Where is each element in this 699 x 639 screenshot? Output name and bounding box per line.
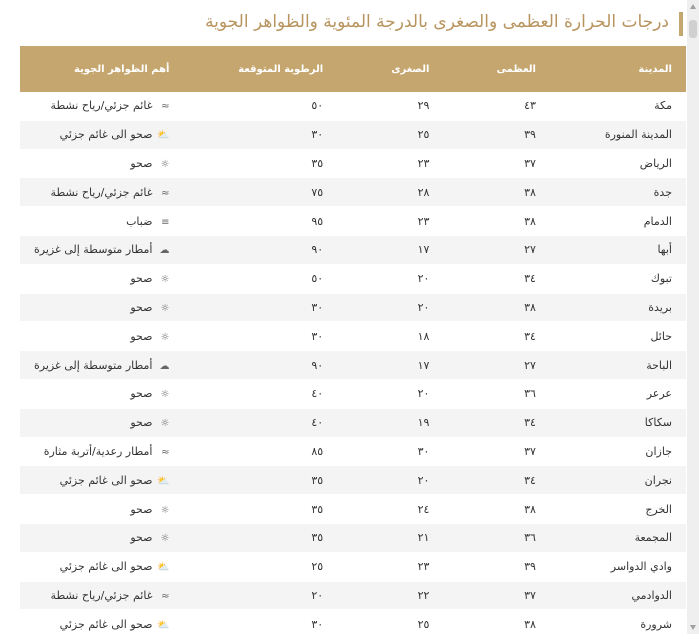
table-row — [20, 379, 686, 408]
cell-min: ٢٥ — [337, 120, 443, 149]
cell-city: نجران — [550, 466, 686, 495]
cell-max: ٣٦ — [443, 379, 550, 408]
cell-min: ٢٣ — [337, 149, 443, 178]
table-row — [20, 178, 686, 207]
cell-max: ٢٧ — [443, 351, 550, 380]
cell-max: ٣٩ — [443, 120, 550, 149]
table-row — [20, 437, 686, 466]
cell-city: جدة — [550, 178, 686, 207]
weather-text: صحو — [130, 416, 153, 430]
table-row — [20, 235, 686, 264]
title-accent-bar — [679, 12, 683, 36]
cell-city: شرورة — [550, 610, 686, 639]
cell-city: عرعر — [550, 379, 686, 408]
cell-city: بريدة — [550, 293, 686, 322]
weather-text: صحو الى غائم جزئي — [59, 560, 153, 574]
cell-max: ٢٧ — [443, 235, 550, 264]
cell-weather — [20, 495, 183, 524]
wind-icon: ≈ — [161, 590, 170, 602]
cell-weather — [20, 149, 183, 178]
table-row — [20, 264, 686, 293]
cell-max: ٤٣ — [443, 92, 550, 120]
table-body — [20, 92, 686, 639]
cell-city: جازان — [550, 437, 686, 466]
cell-humidity: ٣٥ — [183, 466, 337, 495]
cell-city: المدينة المنورة — [550, 120, 686, 149]
weather-text: صحو الى غائم جزئي — [59, 473, 153, 487]
scroll-down-icon[interactable] — [690, 625, 696, 630]
cell-humidity: ٥٠ — [183, 264, 337, 293]
table-row — [20, 92, 686, 120]
cell-weather — [20, 408, 183, 437]
table-row — [20, 523, 686, 552]
cell-humidity: ٩٥ — [183, 207, 337, 236]
cell-min: ٢٣ — [337, 552, 443, 581]
cell-humidity: ٢٥ — [183, 552, 337, 581]
cell-humidity: ٣٥ — [183, 495, 337, 524]
cell-city: حائل — [550, 322, 686, 351]
table-row — [20, 322, 686, 351]
cell-city: الدوادمي — [550, 581, 686, 610]
cell-city: الرياض — [550, 149, 686, 178]
partly-cloudy-icon: ⛅ — [157, 619, 170, 631]
table-row — [20, 495, 686, 524]
partly-cloudy-icon: ⛅ — [157, 130, 170, 142]
rain-cloud-icon: ☁ — [159, 360, 170, 372]
header-city: المدينة — [550, 46, 686, 92]
header-weather: أهم الظواهر الجوية — [20, 46, 183, 92]
cell-humidity: ٤٠ — [183, 408, 337, 437]
sun-icon: ☼ — [160, 418, 170, 430]
sun-icon: ☼ — [160, 331, 170, 343]
cell-max: ٣٧ — [443, 149, 550, 178]
cell-humidity: ٣٠ — [183, 293, 337, 322]
header-max: العظمى — [443, 46, 550, 92]
table-row — [20, 466, 686, 495]
cell-max: ٣٧ — [443, 581, 550, 610]
cell-weather — [20, 178, 183, 207]
cell-min: ٢٠ — [337, 379, 443, 408]
scroll-up-icon[interactable] — [690, 4, 696, 9]
cell-weather — [20, 207, 183, 236]
cell-city: الدمام — [550, 207, 686, 236]
cell-min: ١٨ — [337, 322, 443, 351]
cell-min: ٢٨ — [337, 178, 443, 207]
weather-text: صحو الى غائم جزئي — [59, 617, 153, 631]
scroll-thumb[interactable] — [689, 20, 697, 38]
cell-min: ٢٥ — [337, 610, 443, 639]
cell-weather — [20, 610, 183, 639]
cell-min: ٢٠ — [337, 264, 443, 293]
cell-max: ٣٨ — [443, 178, 550, 207]
table-row — [20, 207, 686, 236]
table-row — [20, 408, 686, 437]
cell-min: ٢٢ — [337, 581, 443, 610]
cell-weather — [20, 581, 183, 610]
header-min: الصغرى — [337, 46, 443, 92]
sun-icon: ☼ — [160, 504, 170, 516]
cell-humidity: ٣٠ — [183, 120, 337, 149]
cell-max: ٣٨ — [443, 495, 550, 524]
cell-humidity: ٢٠ — [183, 581, 337, 610]
weather-text: غائم جزئي/رياح نشطة — [50, 99, 153, 113]
cell-max: ٣٤ — [443, 264, 550, 293]
partly-cloudy-icon: ⛅ — [157, 475, 170, 487]
cell-min: ١٧ — [337, 351, 443, 380]
sun-icon: ☼ — [160, 158, 170, 170]
cell-humidity: ٩٠ — [183, 351, 337, 380]
cell-min: ٢١ — [337, 523, 443, 552]
cell-humidity: ٥٠ — [183, 92, 337, 120]
cell-min: ١٩ — [337, 408, 443, 437]
cell-max: ٣٤ — [443, 322, 550, 351]
cell-humidity: ٣٥ — [183, 149, 337, 178]
cell-city: المجمعة — [550, 523, 686, 552]
cell-humidity: ٩٠ — [183, 235, 337, 264]
weather-text: صحو — [130, 387, 153, 401]
cell-city: الخرج — [550, 495, 686, 524]
cell-max: ٣٧ — [443, 437, 550, 466]
table-row — [20, 149, 686, 178]
cell-weather — [20, 322, 183, 351]
weather-text: صحو الى غائم جزئي — [59, 128, 153, 142]
partly-cloudy-icon: ⛅ — [157, 562, 170, 574]
cell-min: ٢٤ — [337, 495, 443, 524]
cell-weather — [20, 264, 183, 293]
cell-humidity: ٧٥ — [183, 178, 337, 207]
rain-cloud-icon: ☁ — [159, 245, 170, 257]
cell-humidity: ٣٥ — [183, 523, 337, 552]
cell-weather — [20, 351, 183, 380]
wind-icon: ≈ — [161, 187, 170, 199]
table-row — [20, 610, 686, 639]
cell-weather — [20, 235, 183, 264]
weather-text: ضباب — [126, 214, 153, 228]
vertical-scrollbar[interactable] — [687, 0, 699, 634]
sun-icon: ☼ — [160, 302, 170, 314]
weather-text: أمطار متوسطة إلى غزيرة — [34, 358, 153, 372]
cell-city: سكاكا — [550, 408, 686, 437]
cell-weather — [20, 552, 183, 581]
cell-max: ٣٤ — [443, 408, 550, 437]
cell-humidity: ٣٠ — [183, 322, 337, 351]
cell-min: ٣٠ — [337, 437, 443, 466]
table-row — [20, 293, 686, 322]
weather-text: غائم جزئي/رياح نشطة — [50, 185, 153, 199]
cell-humidity: ٣٠ — [183, 610, 337, 639]
weather-text: صحو — [130, 300, 153, 314]
table-row — [20, 120, 686, 149]
cell-city: الباحة — [550, 351, 686, 380]
table-row — [20, 581, 686, 610]
cell-max: ٣٨ — [443, 293, 550, 322]
cell-max: ٣٩ — [443, 552, 550, 581]
table-row — [20, 351, 686, 380]
weather-text: صحو — [130, 156, 153, 170]
cell-weather — [20, 120, 183, 149]
weather-text: غائم جزئي/رياح نشطة — [50, 588, 153, 602]
weather-text: أمطار متوسطة إلى غزيرة — [34, 243, 153, 257]
title-row — [12, 10, 687, 40]
cell-min: ١٧ — [337, 235, 443, 264]
cell-weather — [20, 466, 183, 495]
wind-icon: ≈ — [161, 446, 170, 458]
header-humidity: الرطوبة المتوقعة — [183, 46, 337, 92]
cell-weather — [20, 92, 183, 120]
cell-max: ٣٤ — [443, 466, 550, 495]
cell-city: تبوك — [550, 264, 686, 293]
sun-icon: ☼ — [160, 389, 170, 401]
cell-weather — [20, 293, 183, 322]
weather-text: صحو — [130, 329, 153, 343]
table-row — [20, 552, 686, 581]
cell-max: ٣٨ — [443, 610, 550, 639]
cell-weather — [20, 523, 183, 552]
cell-humidity: ٤٠ — [183, 379, 337, 408]
weather-text: صحو — [130, 502, 153, 516]
cell-city: أبها — [550, 235, 686, 264]
cell-min: ٢٠ — [337, 293, 443, 322]
cell-max: ٣٦ — [443, 523, 550, 552]
cell-min: ٢٩ — [337, 92, 443, 120]
cell-city: وادي الدواسر — [550, 552, 686, 581]
weather-text: أمطار رعدية/أتربة مثارة — [43, 444, 153, 458]
fog-icon: ≡ — [161, 216, 170, 228]
cell-min: ٢٠ — [337, 466, 443, 495]
cell-weather — [20, 379, 183, 408]
cell-humidity: ٨٥ — [183, 437, 337, 466]
cell-min: ٢٣ — [337, 207, 443, 236]
sun-icon: ☼ — [160, 274, 170, 286]
weather-text: صحو — [130, 272, 153, 286]
cell-weather — [20, 437, 183, 466]
cell-max: ٣٨ — [443, 207, 550, 236]
cell-city: مكة — [550, 92, 686, 120]
sun-icon: ☼ — [160, 533, 170, 545]
page-title: درجات الحرارة العظمى والصغرى بالدرجة المئوية والظواهر الجوية — [205, 12, 669, 32]
wind-icon: ≈ — [161, 101, 170, 113]
weather-text: صحو — [130, 531, 153, 545]
weather-table — [20, 46, 686, 639]
table-header-row — [20, 46, 686, 92]
